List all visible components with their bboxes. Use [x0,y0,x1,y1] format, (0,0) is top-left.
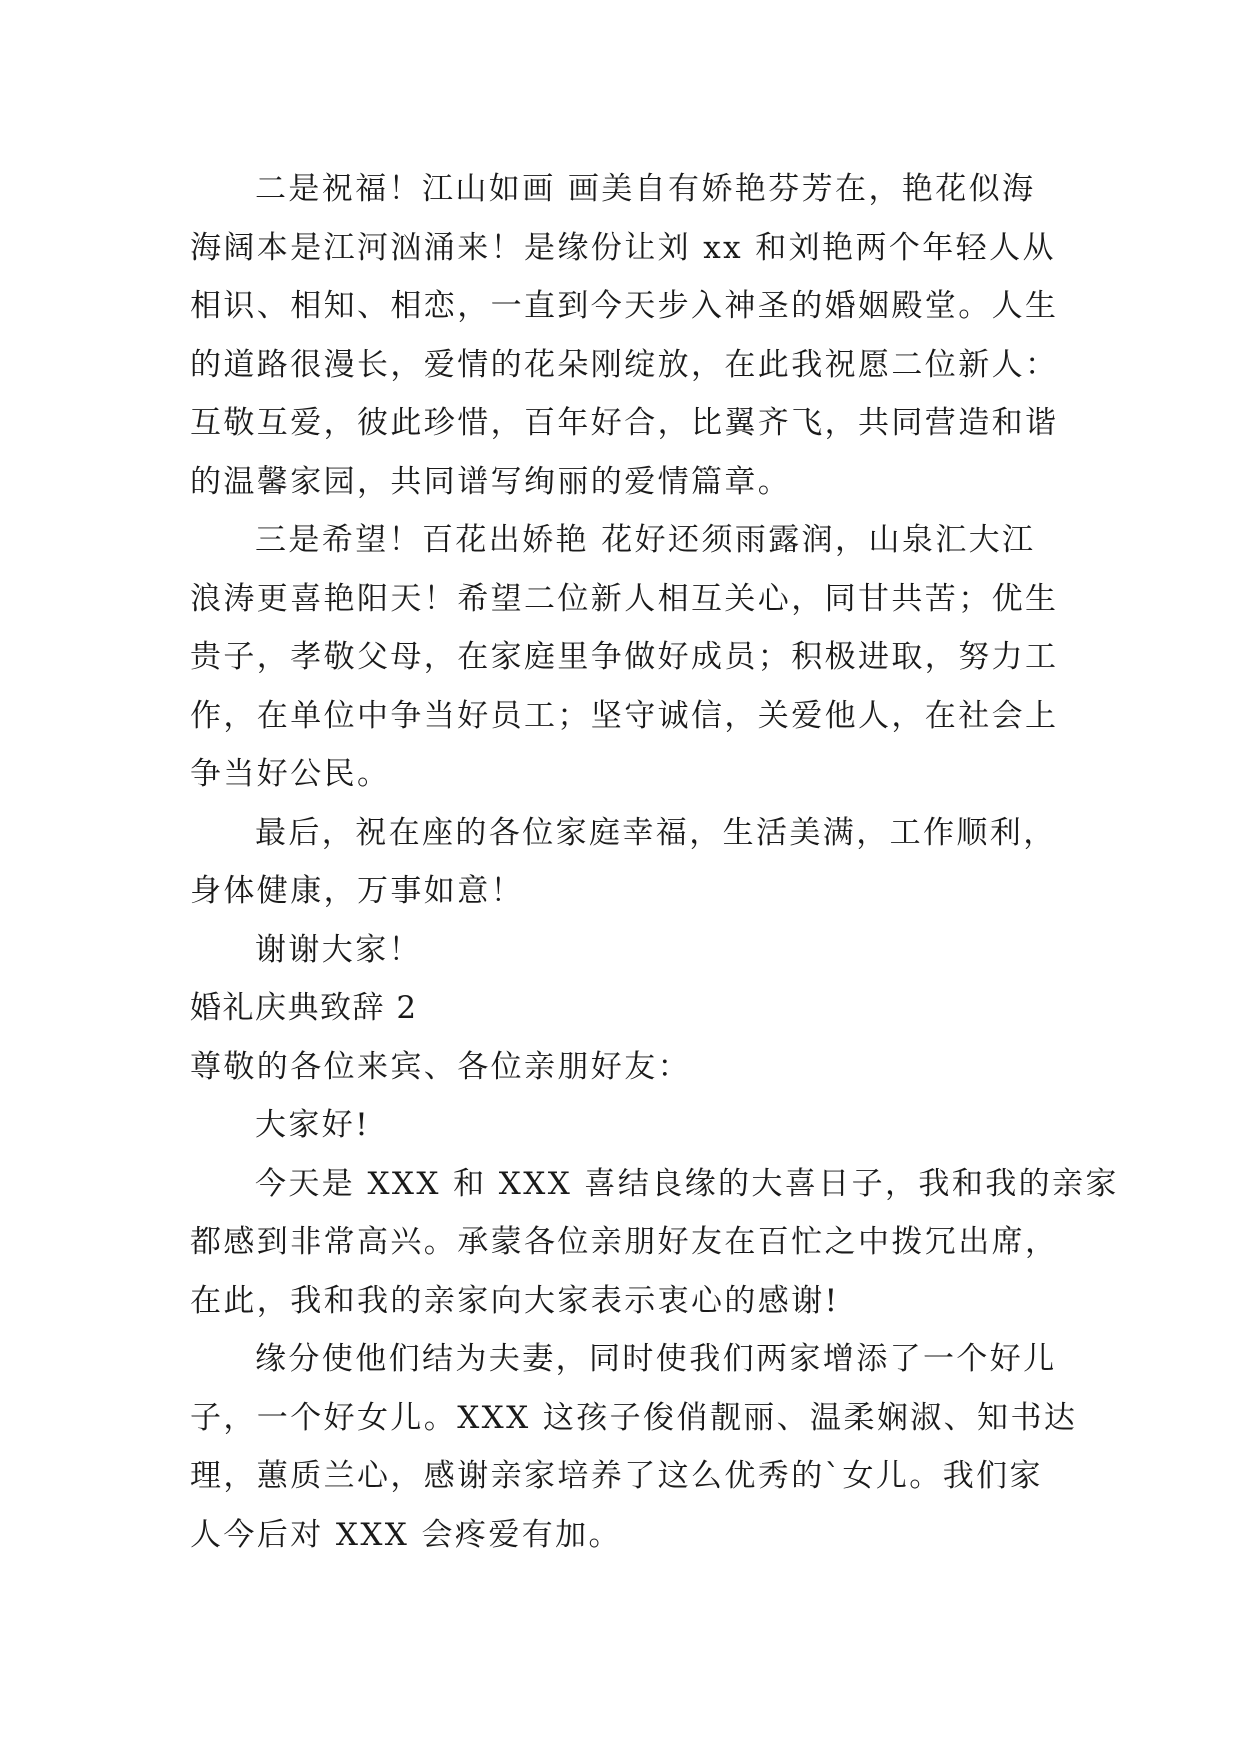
paragraph-line: 身体健康，万事如意！ [190,873,524,909]
greeting-line: 大家好! [255,1107,371,1143]
paragraph-line: 在此，我和我的亲家向大家表示衷心的感谢! [190,1282,840,1319]
paragraph-line: 浪涛更喜艳阳天！希望二位新人相互关心，同甘共苦；优生 [190,580,1059,617]
paragraph-line: 缘分使他们结为夫妻，同时使我们两家增添了一个好儿 [255,1341,1057,1377]
document-body [190,160,1119,1564]
paragraph-line: 谢谢大家！ [255,931,422,968]
paragraph-line: 最后，祝在座的各位家庭幸福，生活美满，工作顺利， [255,814,1057,851]
section-heading: 婚礼庆典致辞 2 [190,990,418,1026]
paragraph-line: 子，一个好女儿。XXX 这孩子俊俏靓丽、温柔娴淑、知书达 [190,1399,1078,1436]
paragraph-line: 今天是 XXX 和 XXX 喜结良缘的大喜日子，我和我的亲家 [255,1165,1119,1202]
paragraph-line: 理，蕙质兰心，感谢亲家培养了这么优秀的`女儿。我们家 [190,1458,1043,1494]
paragraph-line: 互敬互爱，彼此珍惜，百年好合，比翼齐飞，共同营造和谐 [190,405,1059,441]
paragraph-line: 三是希望！百花出娇艳 花好还须雨露润，山泉汇大江 [255,522,1036,558]
paragraph-line: 人今后对 XXX 会疼爱有加。 [190,1516,622,1553]
paragraph-line: 海阔本是江河汹涌来！是缘份让刘 xx 和刘艳两个年轻人从 [190,229,1056,266]
paragraph-line: 都感到非常高兴。承蒙各位亲朋好友在百忙之中拨冗出席， [190,1224,1059,1260]
paragraph-line: 贵子，孝敬父母，在家庭里争做好成员；积极进取，努力工 [190,639,1059,675]
paragraph-line: 的道路很漫长，爱情的花朵刚绽放，在此我祝愿二位新人： [190,346,1059,383]
paragraph-line: 争当好公民。 [190,756,391,792]
paragraph-line: 二是祝福！江山如画 画美自有娇艳芬芳在，艳花似海 [255,171,1036,207]
paragraph-line: 作，在单位中争当好员工；坚守诚信，关爱他人，在社会上 [190,697,1059,734]
salutation-line: 尊敬的各位来宾、各位亲朋好友： [190,1048,691,1085]
paragraph-line: 的温馨家园，共同谱写绚丽的爱情篇章。 [190,463,792,500]
paragraph-line: 相识、相知、相恋，一直到今天步入神圣的婚姻殿堂。人生 [190,288,1059,324]
